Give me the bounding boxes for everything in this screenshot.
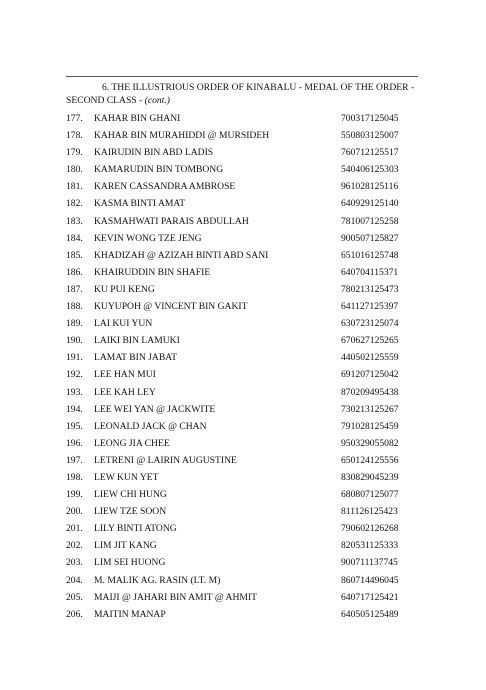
recipient-name: LIEW CHI HUNG xyxy=(94,489,167,501)
item-number: 198. xyxy=(66,471,83,483)
ic-number: 860714496045 xyxy=(341,574,399,586)
list-item xyxy=(66,572,422,589)
item-number: 204. xyxy=(66,574,83,586)
list-item xyxy=(66,418,422,435)
item-number: 195. xyxy=(66,420,83,432)
recipient-name: KASMA BINTI AMAT xyxy=(94,198,186,210)
item-number: 187. xyxy=(66,283,83,295)
section-heading-line1: 6. THE ILLUSTRIOUS ORDER OF KINABALU - MEDAL OF THE ORDER - xyxy=(102,82,415,93)
list-item xyxy=(66,264,422,281)
item-number: 190. xyxy=(66,335,83,347)
recipient-name: LIM JIT KANG xyxy=(94,540,157,552)
recipient-name: KEVIN WONG TZE JENG xyxy=(94,232,202,244)
item-number: 181. xyxy=(66,181,83,193)
list-item xyxy=(66,589,422,606)
item-number: 205. xyxy=(66,591,83,603)
recipient-name: KUYUPOH @ VINCENT BIN GAKIT xyxy=(94,301,248,313)
recipient-name: M. MALIK AG. RASIN (LT. M) xyxy=(94,574,221,586)
ic-number: 961028125116 xyxy=(341,181,399,193)
list-item xyxy=(66,503,422,520)
list-item xyxy=(66,452,422,469)
recipient-name: KAHAR BIN MURAHIDDI @ MURSIDEH xyxy=(94,130,270,142)
item-number: 183. xyxy=(66,215,83,227)
list-item xyxy=(66,281,422,298)
list-item xyxy=(66,298,422,315)
recipient-name: KHADIZAH @ AZIZAH BINTI ABD SANI xyxy=(94,249,269,261)
ic-number: 440502125559 xyxy=(341,352,399,364)
ic-number: 540406125303 xyxy=(341,164,399,176)
ic-number: 650124125556 xyxy=(341,454,399,466)
item-number: 199. xyxy=(66,489,83,501)
ic-number: 870209495438 xyxy=(341,386,399,398)
item-number: 196. xyxy=(66,437,83,449)
recipient-name: MAIJI @ JAHARI BIN AMIT @ AHMIT xyxy=(94,591,257,603)
recipient-name: LETRENI @ LAIRIN AUGUSTINE xyxy=(94,454,237,466)
item-number: 182. xyxy=(66,198,83,210)
item-number: 193. xyxy=(66,386,83,398)
recipient-name: LEE WEI YAN @ JACKWITE xyxy=(94,403,216,415)
list-item xyxy=(66,520,422,537)
ic-number: 641127125397 xyxy=(341,301,399,313)
recipient-name: KU PUI KENG xyxy=(94,283,155,295)
section-heading xyxy=(66,81,422,107)
recipient-name: KAMARUDIN BIN TOMBONG xyxy=(94,164,224,176)
list-item xyxy=(66,401,422,418)
list-item xyxy=(66,537,422,554)
ic-number: 811126125423 xyxy=(341,506,398,518)
item-number: 197. xyxy=(66,454,83,466)
recipient-name: KAIRUDIN BIN ABD LADIS xyxy=(94,147,214,159)
ic-number: 950329055082 xyxy=(341,437,399,449)
item-number: 180. xyxy=(66,164,83,176)
ic-number: 760712125517 xyxy=(341,147,399,159)
item-number: 177. xyxy=(66,113,83,124)
item-number: 189. xyxy=(66,318,83,330)
item-number: 184. xyxy=(66,232,83,244)
ic-number: 730213125267 xyxy=(341,403,399,415)
recipient-name: LAIKI BIN LAMUKI xyxy=(94,335,180,347)
ic-number: 830829045239 xyxy=(341,471,399,483)
recipient-name: LIM SEI HUONG xyxy=(94,557,166,569)
recipient-name: LAMAT BIN JABAT xyxy=(94,352,177,364)
ic-number: 691207125042 xyxy=(341,369,399,381)
recipient-name: LIEW TZE SOON xyxy=(94,506,167,518)
item-number: 185. xyxy=(66,249,83,261)
ic-number: 670627125265 xyxy=(341,335,399,347)
list-item xyxy=(66,213,422,230)
section-heading-line2 xyxy=(66,94,422,107)
ic-number: 791028125459 xyxy=(341,420,399,432)
header-rule xyxy=(66,76,418,77)
ic-number: 640505125489 xyxy=(341,608,399,620)
ic-number: 640717125421 xyxy=(341,591,399,603)
ic-number: 651016125748 xyxy=(341,249,399,261)
list-item xyxy=(66,435,422,452)
item-number: 201. xyxy=(66,523,83,535)
list-item xyxy=(66,469,422,486)
list-item xyxy=(66,127,422,144)
recipient-name: KAHAR BIN GHANI xyxy=(94,113,181,124)
ic-number: 790602126268 xyxy=(341,523,399,535)
ic-number: 550803125007 xyxy=(341,130,399,142)
list-item xyxy=(66,606,422,623)
recipient-name: LEE KAH LEY xyxy=(94,386,156,398)
recipient-name: MAITIN MANAP xyxy=(94,608,166,620)
item-number: 200. xyxy=(66,506,83,518)
item-number: 203. xyxy=(66,557,83,569)
ic-number: 700317125045 xyxy=(341,113,399,124)
list-item xyxy=(66,247,422,264)
item-number: 186. xyxy=(66,266,83,278)
list-item xyxy=(66,486,422,503)
list-item xyxy=(66,144,422,161)
list-item xyxy=(66,178,422,195)
recipient-name: LEE HAN MUI xyxy=(94,369,156,381)
item-number: 206. xyxy=(66,608,83,620)
recipient-name: KASMAHWATI PARAIS ABDULLAH xyxy=(94,215,249,227)
item-number: 179. xyxy=(66,147,83,159)
recipient-name: LILY BINTI ATONG xyxy=(94,523,177,535)
ic-number: 900711137745 xyxy=(341,557,398,569)
ic-number: 820531125333 xyxy=(341,540,399,552)
list-item xyxy=(66,315,422,332)
ic-number: 640929125140 xyxy=(341,198,399,210)
ic-number: 680807125077 xyxy=(341,489,399,501)
continued-note: (cont.) xyxy=(144,95,170,106)
recipient-name: LEONALD JACK @ CHAN xyxy=(94,420,207,432)
ic-number: 630723125074 xyxy=(341,318,399,330)
list-item xyxy=(66,230,422,247)
ic-number: 900507125827 xyxy=(341,232,399,244)
recipient-list xyxy=(66,110,422,623)
item-number: 194. xyxy=(66,403,83,415)
list-item xyxy=(66,349,422,366)
list-item xyxy=(66,110,422,127)
ic-number: 640704115371 xyxy=(341,266,399,278)
list-item xyxy=(66,195,422,212)
recipient-name: KAREN CASSANDRA AMBROSE xyxy=(94,181,236,193)
item-number: 191. xyxy=(66,352,83,364)
list-item xyxy=(66,366,422,383)
item-number: 178. xyxy=(66,130,83,142)
list-item xyxy=(66,332,422,349)
recipient-name: LEW KUN YET xyxy=(94,471,159,483)
recipient-name: KHAIRUDDIN BIN SHAFIE xyxy=(94,266,211,278)
list-item xyxy=(66,554,422,571)
ic-number: 780213125473 xyxy=(341,283,399,295)
list-item xyxy=(66,384,422,401)
section-heading-class: SECOND CLASS - xyxy=(66,95,145,106)
recipient-name: LAI KUI YUN xyxy=(94,318,153,330)
item-number: 188. xyxy=(66,301,83,313)
recipient-name: LEONG JIA CHEE xyxy=(94,437,170,449)
item-number: 192. xyxy=(66,369,83,381)
ic-number: 781007125258 xyxy=(341,215,399,227)
list-item xyxy=(66,161,422,178)
item-number: 202. xyxy=(66,540,83,552)
